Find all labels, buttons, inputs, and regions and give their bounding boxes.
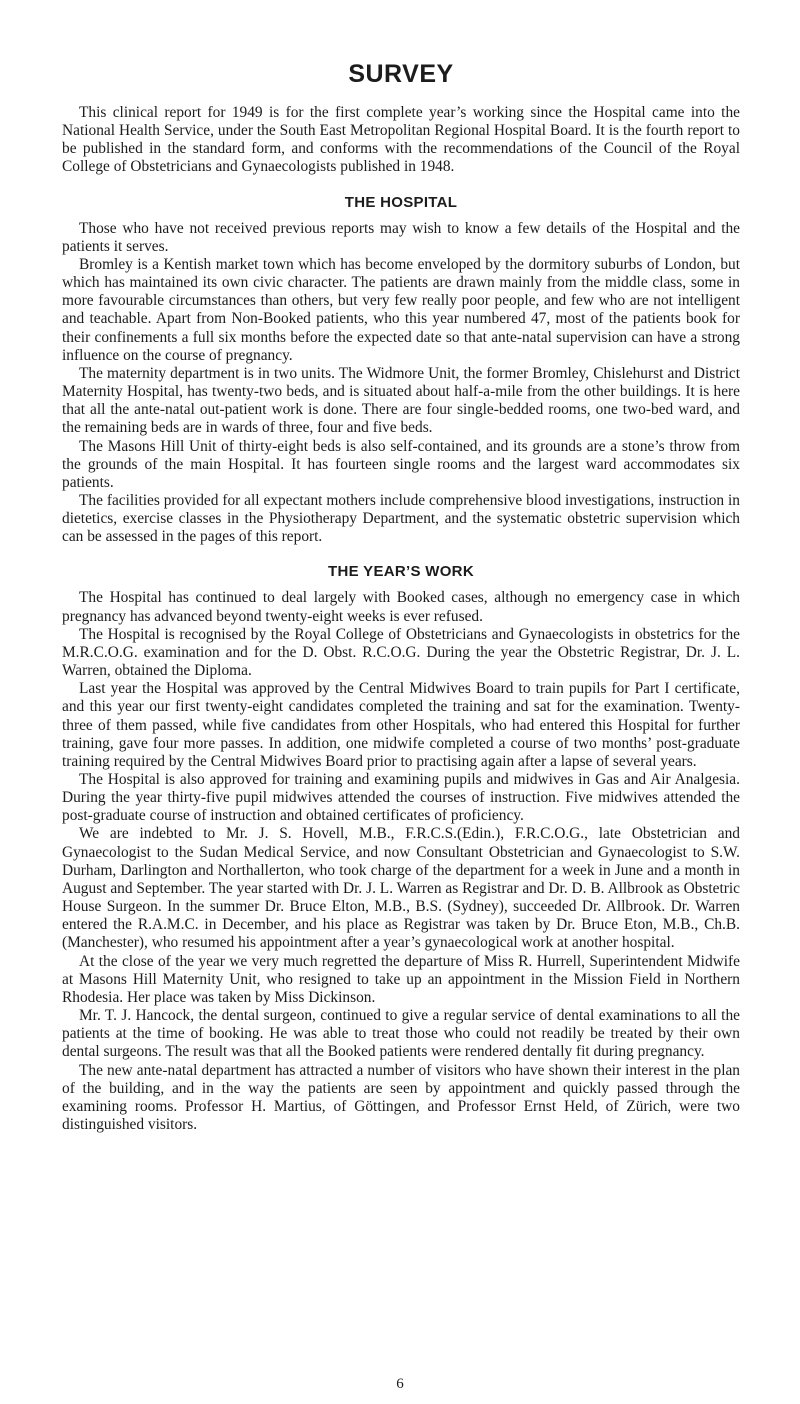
work-paragraph: Last year the Hospital was approved by the Central Midwives Board to train pupils for Part I certificate, and this year our first twenty-eight candidates completed the training and sat for the examination. Twenty-three of them passed, while five candidates from other Hospitals, who had entered this Hospital for further training, gave four more passes. In addition, one midwife completed a course of two months’ post-graduate training required by the Central Midwives Board prior to practising again after a lapse of several years. bbox=[62, 680, 740, 770]
page-number: 6 bbox=[396, 1376, 404, 1392]
work-paragraph: Mr. T. J. Hancock, the dental surgeon, continued to give a regular service of dental examinations to all the patients at the time of booking. He was able to treat those who could not readily be treated by their own dental surgeons. The result was that all the Booked patients were rendered dentally fit during pregnancy. bbox=[62, 1007, 740, 1061]
intro-paragraph: This clinical report for 1949 is for the first complete year’s working since the Hospital came into the National Health Service, under the South East Metropolitan Regional Hospital Board. It is the fourth report to be published in the standard form, and conforms with the recommendations of the Council of the Royal College of Obstetricians and Gynaecologists published in 1948. bbox=[62, 104, 740, 176]
document-page bbox=[62, 58, 740, 1134]
hospital-paragraph: The Masons Hill Unit of thirty-eight beds is also self-contained, and its grounds are a stone’s throw from the grounds of the main Hospital. It has fourteen single rooms and the largest ward accommodates six patients. bbox=[62, 437, 740, 491]
hospital-paragraph: The facilities provided for all expectant mothers include comprehensive blood investigations, instruction in dietetics, exercise classes in the Physiotherapy Department, and the systematic obstetric supervision which can be assessed in the pages of this report. bbox=[62, 491, 740, 546]
hospital-paragraph: Bromley is a Kentish market town which has become enveloped by the dormitory suburbs of London, but which has maintained its own civic character. The patients are drawn mainly from the middle class, some in more favourable circumstances than others, but very few really poor people, and few who are not intelligent and teachable. Apart from Non-Booked patients, who this year numbered 47, most of the patients book for their confinements a full six months before the expected date so that ante-natal supervision can have a strong influence on the course of pregnancy. bbox=[62, 255, 740, 364]
hospital-paragraph: Those who have not received previous reports may wish to know a few details of the Hospital and the patients it serves. bbox=[62, 219, 740, 255]
work-paragraph: The Hospital is recognised by the Royal College of Obstetricians and Gynaecologists in obstetrics for the M.R.C.O.G. examination and for the D. Obst. R.C.O.G. During the year the Obstetric Registrar, Dr. J. L. Warren, obtained the Diploma. bbox=[62, 625, 740, 680]
hospital-section bbox=[62, 194, 740, 547]
work-paragraph: The new ante-natal department has attracted a number of visitors who have shown their interest in the plan of the building, and in the way the patients are seen by appointment and quickly passed through the examining rooms. Professor H. Martius, of Göttingen, and Professor Ernst Held, of Zürich, were two distinguished visitors. bbox=[62, 1061, 740, 1133]
hospital-paragraph: The maternity department is in two units. The Widmore Unit, the former Bromley, Chislehurst and District Maternity Hospital, has twenty-two beds, and is situated about half-a-mile from the other buildings. It is here that all the ante-natal out-patient work is done. There are four single-bedded rooms, one two-bed ward, and the remaining beds are in wards of three, four and five beds. bbox=[62, 364, 740, 437]
work-paragraph: The Hospital has continued to deal largely with Booked cases, although no emergency case in which pregnancy has advanced beyond twenty-eight weeks is ever refused. bbox=[62, 589, 740, 625]
work-paragraph: We are indebted to Mr. J. S. Hovell, M.B., F.R.C.S.(Edin.), F.R.C.O.G., late Obstetrician and Gynaecologist to the Sudan Medical Service, and now Consultant Obstetrician and Gynaecologist to S.W. Durham, Darlington and Northallerton, who took charge of the department for a week in June and a month in August and September. The year started with Dr. J. L. Warren as Registrar and Dr. D. B. Allbrook as Obstetric House Surgeon. In the summer Dr. Bruce Elton, M.B., B.S. (Sydney), succeeded Dr. Allbrook. Dr. Warren entered the R.A.M.C. in December, and his place as Registrar was taken by Dr. Bruce Eton, M.B., Ch.B.(Manchester), who resumed his appointment after a year’s gynaecological work at another hospital. bbox=[62, 825, 740, 952]
work-paragraph: The Hospital is also approved for training and examining pupils and midwives in Gas and Air Analgesia. During the year thirty-five pupil midwives attended the courses of instruction. Five midwives attended the post-graduate course of instruction and obtained certificates of proficiency. bbox=[62, 771, 740, 825]
page-title: SURVEY bbox=[348, 60, 454, 88]
years-work-section bbox=[62, 563, 740, 1134]
section-heading-hospital: THE HOSPITAL bbox=[344, 193, 458, 211]
intro-section bbox=[62, 104, 740, 177]
work-paragraph: At the close of the year we very much regretted the departure of Miss R. Hurrell, Superintendent Midwife at Masons Hill Maternity Unit, who resigned to take up an appointment in the Mission Field in Northern Rhodesia. Her place was taken by Miss Dickinson. bbox=[62, 952, 740, 1006]
section-heading-years-work: THE YEAR’S WORK bbox=[328, 563, 474, 581]
